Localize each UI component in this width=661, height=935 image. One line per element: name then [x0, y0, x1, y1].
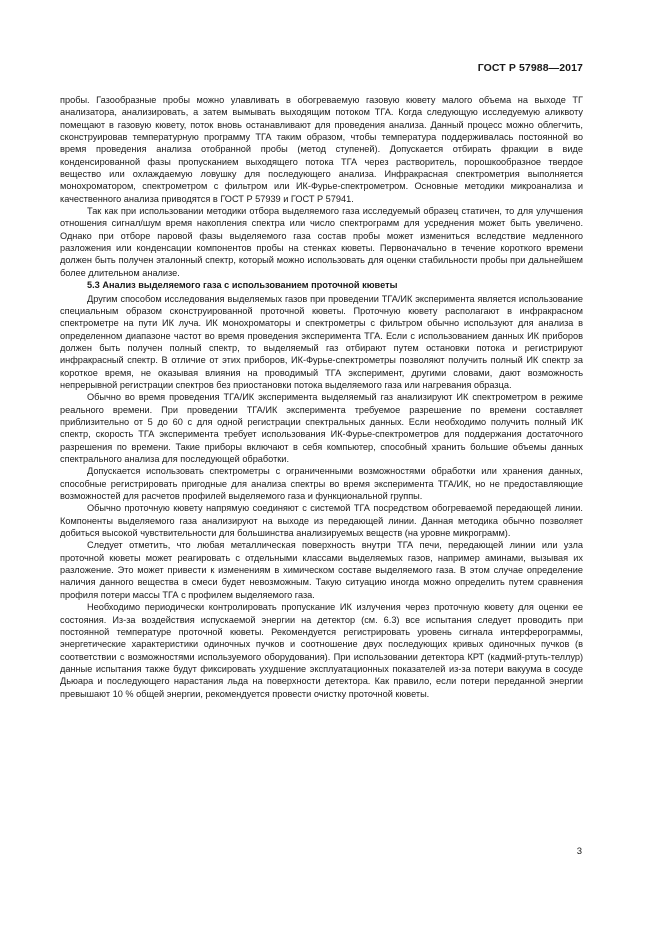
- document-body: [60, 94, 583, 700]
- paragraph: Допускается использовать спектрометры с ограниченными возможностями обработки или хранения данных, способные регистрировать пригодные для анализа спектры во время эксперимента ТГА/ИК, но не предоставляющие возможностей для расчетов профилей выделяемого газа и функциональной группы.: [60, 466, 583, 502]
- section-heading: 5.3 Анализ выделяемого газа с использованием проточной кюветы: [87, 280, 398, 291]
- paragraph: Так как при использовании методики отбора выделяемого газа исследуемый образец статичен, то для улучшения отношения сигнал/шум время накопления спектра или число спектрограмм для усреднения может быть увеличено. Однако при отборе паровой фазы выделяемого газа состав пробы может измениться вследствие медленного разложения или конденсации компонентов пробы на стенках кюветы. Первоначально в течение короткого времени должен быть получен эталонный спектр, который можно использовать для оценки стабильности пробы при дальнейшем более длительном анализе.: [60, 206, 583, 278]
- paragraph: Следует отметить, что любая металлическая поверхность внутри ТГА печи, передающей линии или узла проточной кюветы может реагировать с отдельными классами выделяемых газов, например аминами, вызывая их разложение. Это может привести к изменениям в химическом составе выделяемого газа. В этом случае определение наличия данного вещества в смеси будет невозможным. Такую ситуацию иногда можно определить путем сравнения профиля потери массы ТГА с профилем выделяемого газа.: [60, 540, 583, 600]
- paragraph: Необходимо периодически контролировать пропускание ИК излучения через проточную кювету для оценки ее состояния. Из-за воздействия испускаемой энергии на детектор (см. 6.3) все испытания следует проводить при постоянной температуре проточной кюветы. Рекомендуется регистрировать уровень сигнала интерферограммы, энергетические характеристики одиночных пучков и соотношение двух последующих кривых одиночных пучков (в соответствии с возможностями используемого оборудования). При использовании детектора КРТ (кадмий-ртуть-теллур) данные испытания также будут фиксировать ухудшение эксплуатационных показателей из-за потери вакуума в сосуде Дьюара и последующего нарастания льда на поверхности детектора. Как правило, если потери переданной энергии превышают 10 % общей энергии, рекомендуется провести очистку проточной кюветы.: [60, 602, 583, 699]
- paragraph: пробы. Газообразные пробы можно улавливать в обогреваемую газовую кювету малого объема на выходе ТГ анализатора, анализировать, а затем вымывать выходящим потоком ТГА. Когда следующую исследуемую аликвоту помещают в газовую кювету, поток вновь останавливают для проведения анализа. Данный процесс можно облегчить, сконструировав температурную программу ТГА таким образом, чтобы температура поддерживалась постоянной во время проведения анализа отобранной пробы (метод ступеней). Допускается отбирать фракции в виде конденсированной фазы пропусканием выходящего потока ТГА через растворитель, порошкообразное твердое вещество или охлаждаемую ловушку для последующего анализа. Инфракрасная спектрометрия выполняется монохроматором, спектрометром с фильтром или ИК-Фурье-спектрометром. Основные методики микроанализа и качественного анализа приводятся в ГОСТ Р 57939 и ГОСТ Р 57941.: [60, 95, 583, 204]
- paragraph: Другим способом исследования выделяемых газов при проведении ТГА/ИК эксперимента является использование специальным образом сконструированной проточной кюветы. Проточную кювету располагают в инфракрасном спектрометре на пути ИК луча. ИК монохроматоры и спектрометры с фильтром обычно используют для анализа в определенном диапазоне частот во время проведения эксперимента ТГА. Если с использованием данных ИК приборов должен быть получен полный спектр, то выделяемый газ отбирают путем остановки потока и регистрируют инфракрасный спектр. В отличие от этих приборов, ИК-Фурье-спектрометры позволяют получить полный ИК спектр за короткое время, не оказывая влияния на проводимый ТГА эксперимент, другими словами, дают возможность непрерывной регистрации спектров без приостановки потока выделяемого газа или нагревания образца.: [60, 293, 583, 390]
- paragraph: Обычно проточную кювету напрямую соединяют с системой ТГА посредством обогреваемой передающей линии. Компоненты выделяемого газа анализируют на выходе из передающей линии. Данная методика обычно позволяет добиться высокой чувствительности для большинства анализируемых веществ (на уровне микрограмм).: [60, 503, 583, 539]
- page-number: 3: [576, 846, 582, 857]
- paragraph: Обычно во время проведения ТГА/ИК эксперимента выделяемый газ анализируют ИК спектрометром в режиме реального времени. При проведении ТГА/ИК эксперимента требуемое разрешение по времени составляет приблизительно от 5 до 60 с для одной регистрации спектральных данных. Если необходимо получить полный ИК спектр, скорость ТГА эксперимента требует использования ИК-Фурье-спектрометров для поддержания достаточного разрешения по времени. Такие приборы включают в себя компьютер, способный хранить большие объемы данных спектрального анализа для последующей обработки.: [60, 392, 583, 465]
- standard-designation: ГОСТ Р 57988—2017: [477, 62, 583, 74]
